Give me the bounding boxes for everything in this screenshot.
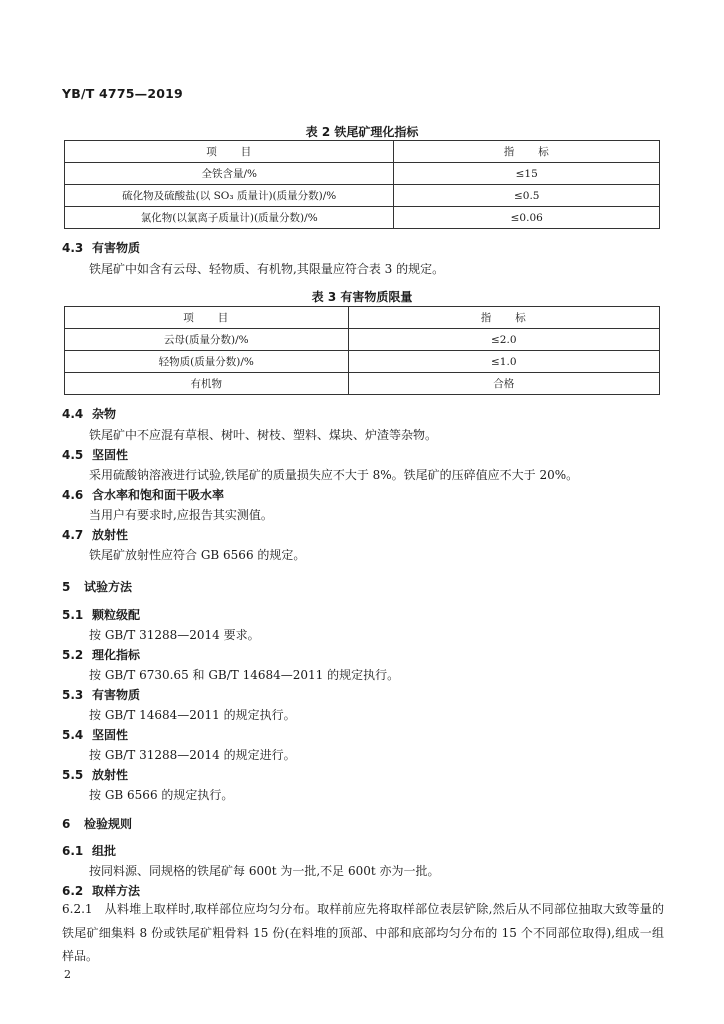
section-6-1-text: 按同料源、同规格的铁尾矿每 600t 为一批,不足 600t 亦为一批。 [89, 864, 440, 878]
table2 [64, 140, 660, 229]
section-5-heading [62, 578, 132, 595]
section-4-5-heading [62, 446, 128, 463]
table3-cell-value: ≤2.0 [348, 329, 659, 351]
table2-cell-item: 硫化物及硫酸盐(以 SO₃ 质量计)(质量分数)/% [65, 185, 394, 207]
section-number: 6 [62, 817, 71, 831]
table-row [65, 329, 660, 351]
section-5-5-text: 按 GB 6566 的规定执行。 [89, 788, 234, 802]
table3-col-value: 指 标 [348, 307, 659, 329]
section-5-1-heading [62, 606, 140, 623]
section-number: 5.4 [62, 728, 84, 742]
table3-cell-item: 轻物质(质量分数)/% [65, 351, 349, 373]
section-5-4-heading [62, 726, 128, 743]
table2-title: 表 2 铁尾矿理化指标 [305, 125, 419, 139]
table3-cell-item: 有机物 [65, 373, 349, 395]
section-5-1-text: 按 GB/T 31288—2014 要求。 [89, 628, 260, 642]
section-4-3-heading [62, 239, 140, 256]
section-5-4-text: 按 GB/T 31288—2014 的规定进行。 [89, 748, 296, 762]
section-number: 5.1 [62, 608, 84, 622]
section-6-heading [62, 815, 132, 832]
section-title: 取样方法 [92, 884, 141, 898]
section-text: 从料堆上取样时,取样部位应均匀分布。取样前应先将取样部位表层铲除,然后从不同部位抽取大致等量的铁尾矿细集料 8 份或铁尾矿粗骨料 15 份(在料堆的顶部、中部和底部均匀分布的 15 个不同部位取得),组成一组样品。 [62, 902, 664, 963]
table2-cell-item: 氯化物(以氯离子质量计)(质量分数)/% [65, 207, 394, 229]
section-4-5-text: 采用硫酸钠溶液进行试验,铁尾矿的质量损失应不大于 8%。铁尾矿的压碎值应不大于 20%。 [89, 468, 579, 482]
table3 [64, 306, 660, 395]
section-title: 组批 [92, 844, 117, 858]
section-6-2-heading [62, 882, 140, 899]
page-number: 2 [64, 968, 71, 981]
table-row [65, 185, 660, 207]
section-4-4-text: 铁尾矿中不应混有草根、树叶、树枝、塑料、煤块、炉渣等杂物。 [89, 428, 438, 442]
section-number: 5.3 [62, 688, 84, 702]
section-5-3-heading [62, 686, 140, 703]
section-5-2-heading [62, 646, 140, 663]
section-title: 坚固性 [92, 728, 129, 742]
section-number: 5 [62, 580, 71, 594]
section-number: 4.3 [62, 241, 84, 255]
standard-code-header: YB/T 4775—2019 [62, 86, 183, 101]
table2-cell-item: 全铁含量/% [65, 163, 394, 185]
table3-header-row [65, 307, 660, 329]
section-title: 理化指标 [92, 648, 141, 662]
section-number: 4.5 [62, 448, 84, 462]
table2-col-value: 指 标 [394, 141, 660, 163]
section-title: 坚固性 [92, 448, 129, 462]
table-row [65, 163, 660, 185]
section-title: 含水率和饱和面干吸水率 [92, 488, 225, 502]
section-title: 放射性 [92, 528, 129, 542]
section-number: 6.1 [62, 844, 84, 858]
table3-col-item: 项 目 [65, 307, 349, 329]
table2-cell-value: ≤0.06 [394, 207, 660, 229]
section-number: 6.2.1 [62, 902, 93, 916]
section-title: 检验规则 [84, 817, 133, 831]
section-4-6-text: 当用户有要求时,应报告其实测值。 [89, 508, 273, 522]
section-5-5-heading [62, 766, 128, 783]
section-5-2-text: 按 GB/T 6730.65 和 GB/T 14684—2011 的规定执行。 [89, 668, 400, 682]
section-6-2-1-paragraph [62, 898, 664, 969]
section-title: 放射性 [92, 768, 129, 782]
section-5-3-text: 按 GB/T 14684—2011 的规定执行。 [89, 708, 296, 722]
table2-header-row [65, 141, 660, 163]
section-number: 4.7 [62, 528, 84, 542]
table2-cell-value: ≤0.5 [394, 185, 660, 207]
table3-title: 表 3 有害物质限量 [311, 290, 413, 304]
section-number: 4.4 [62, 407, 84, 421]
section-title: 杂物 [92, 407, 117, 421]
section-number: 5.5 [62, 768, 84, 782]
table3-cell-value: ≤1.0 [348, 351, 659, 373]
table3-cell-item: 云母(质量分数)/% [65, 329, 349, 351]
section-6-1-heading [62, 842, 116, 859]
section-4-7-heading [62, 526, 128, 543]
section-number: 4.6 [62, 488, 84, 502]
section-4-4-heading [62, 405, 116, 422]
section-title: 有害物质 [92, 241, 141, 255]
table-row [65, 207, 660, 229]
section-4-3-text: 铁尾矿中如含有云母、轻物质、有机物,其限量应符合表 3 的规定。 [89, 262, 445, 276]
table-row [65, 351, 660, 373]
section-4-6-heading [62, 486, 224, 503]
table-row [65, 373, 660, 395]
section-number: 6.2 [62, 884, 84, 898]
section-title: 有害物质 [92, 688, 141, 702]
section-title: 试验方法 [84, 580, 133, 594]
table2-col-item: 项 目 [65, 141, 394, 163]
table3-cell-value: 合格 [348, 373, 659, 395]
section-4-7-text: 铁尾矿放射性应符合 GB 6566 的规定。 [89, 548, 306, 562]
section-number: 5.2 [62, 648, 84, 662]
section-title: 颗粒级配 [92, 608, 141, 622]
table2-cell-value: ≤15 [394, 163, 660, 185]
